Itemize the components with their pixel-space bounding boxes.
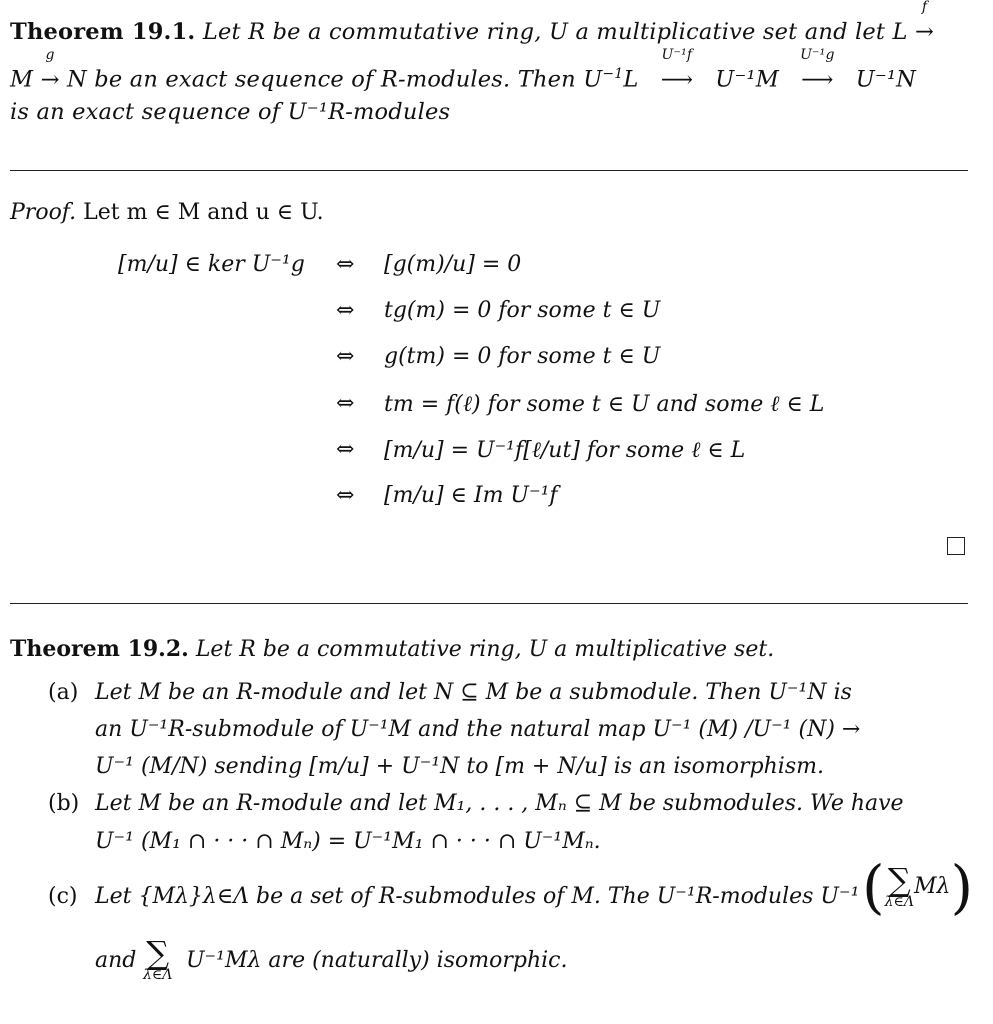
item-b-line-2: U⁻¹ (M₁ ∩ · · · ∩ Mₙ) = U⁻¹M₁ ∩ · · · ∩ U⁻¹Mₙ. [95, 829, 601, 854]
sigma-1: ∑ [887, 861, 911, 899]
arrow-ug: U⁻¹g ⟶ [786, 61, 848, 99]
right-paren: ) [950, 853, 974, 921]
arrow-uf-label: U⁻¹f [661, 46, 693, 63]
sigma-2: ∑ [146, 934, 170, 972]
proof-step-1: [g(m)/u] = 0 [384, 252, 522, 277]
theorem-19-1-text-d: L [623, 66, 639, 93]
theorem-19-1-text-c: N be an exact sequence of R-modules. Then U [67, 66, 603, 93]
arrow-uf: U⁻¹f ⟶ [646, 61, 708, 99]
iff-4: ⇔ [336, 391, 355, 416]
theorem-19-1-text-f: U⁻¹N [855, 66, 917, 93]
sum-symbol-2 [143, 934, 173, 983]
proof-label: Proof. [10, 200, 77, 225]
theorem-19-1-line-2: M g → N be an exact sequence of R-modules. Then $U^{-1}L$ U⁻¹f ⟶ U⁻¹M U⁻¹g ⟶ U⁻¹N [10, 55, 916, 99]
proof-step-3: g(tm) = 0 for some t ∈ U [384, 344, 661, 369]
proof-step-4: tm = f(ℓ) for some t ∈ U and some ℓ ∈ L [384, 392, 825, 417]
item-c-line-1: Let {Mλ}λ∈Λ be a set of R-submodules of M. The U⁻¹R-modules U⁻¹ [95, 884, 860, 909]
item-c-line-2-post: U⁻¹Mλ are (naturally) isomorphic. [186, 948, 568, 973]
theorem-19-1-text-e: U⁻¹M [715, 66, 779, 93]
theorem-19-2-intro: Let R be a commutative ring, U a multiplicative set. [195, 637, 775, 662]
arrow-f: f → [915, 0, 935, 45]
arrow-ug-label: U⁻¹g [800, 46, 835, 63]
proof-intro-text: Let m ∈ M and u ∈ U. [83, 200, 324, 225]
item-c-sum-expression [862, 853, 974, 921]
sum-symbol-1 [884, 861, 914, 910]
theorem-19-1-text-b: M [10, 66, 34, 93]
arrow-g-label: g [45, 46, 55, 63]
sum-term: Mλ [914, 874, 951, 899]
item-c-line-2-pre: and [95, 948, 137, 973]
theorem-19-2-label: Theorem 19.2. [10, 636, 189, 662]
item-a-line-2: an U⁻¹R-submodule of U⁻¹M and the natural map U⁻¹ (M) /U⁻¹ (N) → [95, 717, 861, 742]
proof-step-2: tg(m) = 0 for some t ∈ U [384, 298, 661, 323]
iff-6: ⇔ [336, 483, 355, 508]
iff-3: ⇔ [336, 344, 355, 369]
iff-1: ⇔ [336, 252, 355, 277]
item-a-line-3: U⁻¹ (M/N) sending [m/u] + U⁻¹N to [m + N/u] is an isomorphism. [95, 754, 824, 779]
item-c-marker: (c) [48, 884, 78, 909]
proof-intro [10, 200, 970, 225]
sum-index-2: λ∈Λ [143, 967, 173, 983]
theorem-19-2-header [10, 636, 970, 662]
divider-1 [10, 170, 968, 171]
theorem-19-1-text-a: Let R be a commutative ring, U a multiplicative set and let L [202, 19, 908, 45]
iff-2: ⇔ [336, 298, 355, 323]
iff-5: ⇔ [336, 437, 355, 462]
arrow-f-label: f [921, 0, 928, 15]
divider-2 [10, 603, 968, 604]
sum-index-1: λ∈Λ [884, 894, 914, 910]
proof-step-6: [m/u] ∈ Im U⁻¹f [384, 483, 558, 508]
qed-square-icon [947, 537, 965, 555]
item-b-marker: (b) [48, 791, 80, 816]
item-a-marker: (a) [48, 680, 79, 705]
item-a-line-1: Let M be an R-module and let N ⊆ M be a submodule. Then U⁻¹N is [95, 680, 852, 705]
theorem-19-1-line-1 [10, 0, 935, 51]
theorem-19-1-label: Theorem 19.1. [10, 19, 196, 45]
item-b-line-1: Let M be an R-module and let M₁, . . . , Mₙ ⊆ M be submodules. We have [95, 791, 904, 816]
arrow-g: g → [40, 46, 60, 93]
proof-lhs: [m/u] ∈ ker U⁻¹g [118, 252, 305, 277]
theorem-19-1-line-3: is an exact sequence of U⁻¹R-modules [10, 99, 451, 125]
proof-step-5: [m/u] = U⁻¹f[ℓ/ut] for some ℓ ∈ L [384, 438, 746, 463]
left-paren: ( [862, 853, 885, 921]
